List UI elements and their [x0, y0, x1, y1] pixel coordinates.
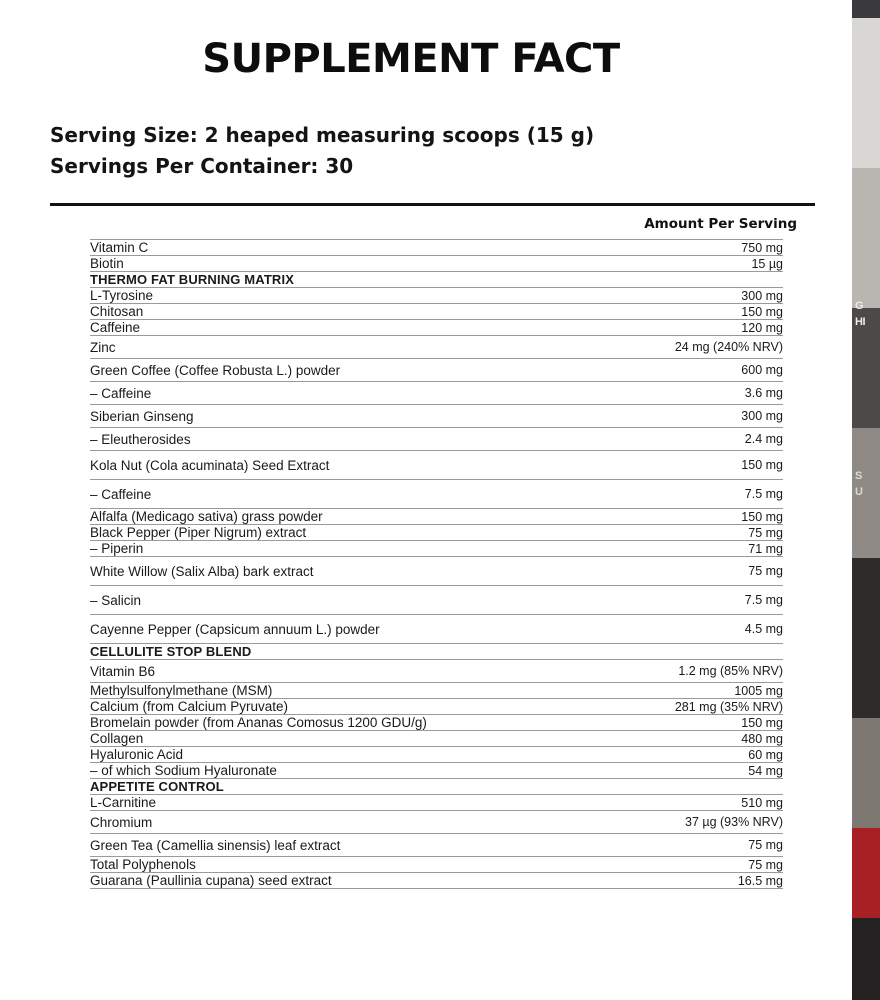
photo-text-fragment: HI — [855, 316, 865, 328]
row-name: – Salicin — [90, 586, 437, 615]
table-row — [90, 451, 783, 480]
row-amount — [437, 272, 784, 288]
table-row — [90, 586, 783, 615]
photo-band — [852, 0, 880, 18]
table-section-heading-row — [90, 779, 783, 795]
row-amount — [437, 644, 784, 660]
row-name: Caffeine — [90, 320, 437, 336]
row-amount: 54 mg — [437, 763, 784, 779]
row-name: Chitosan — [90, 304, 437, 320]
row-name: Cayenne Pepper (Capsicum annuum L.) powder — [90, 615, 437, 644]
photo-band — [852, 718, 880, 828]
table-row — [90, 525, 783, 541]
servings-per-container: Servings Per Container: 30 — [50, 154, 354, 178]
table-row — [90, 747, 783, 763]
row-amount: 60 mg — [437, 747, 784, 763]
row-name: Black Pepper (Piper Nigrum) extract — [90, 525, 437, 541]
row-name: CELLULITE STOP BLEND — [90, 644, 437, 660]
table-row — [90, 715, 783, 731]
row-amount: 75 mg — [437, 834, 784, 857]
photo-text-fragment: S — [855, 470, 862, 482]
photo-band — [852, 918, 880, 1000]
row-name: Total Polyphenols — [90, 857, 437, 873]
photo-band — [852, 828, 880, 918]
row-name: L-Carnitine — [90, 795, 437, 811]
row-name: Guarana (Paullinia cupana) seed extract — [90, 873, 437, 889]
table-row — [90, 811, 783, 834]
row-name: L-Tyrosine — [90, 288, 437, 304]
row-amount: 600 mg — [437, 359, 784, 382]
photo-band — [852, 18, 880, 168]
row-name: Calcium (from Calcium Pyruvate) — [90, 699, 437, 715]
table-row — [90, 857, 783, 873]
row-name: Kola Nut (Cola acuminata) Seed Extract — [90, 451, 437, 480]
row-amount: 16.5 mg — [437, 873, 784, 889]
table-row — [90, 763, 783, 779]
row-amount: 150 mg — [437, 509, 784, 525]
row-amount: 37 µg (93% NRV) — [437, 811, 784, 834]
row-amount: 3.6 mg — [437, 382, 784, 405]
table-row — [90, 834, 783, 857]
row-amount: 150 mg — [437, 304, 784, 320]
table-row — [90, 256, 783, 272]
row-amount: 4.5 mg — [437, 615, 784, 644]
table-row — [90, 660, 783, 683]
table-row — [90, 320, 783, 336]
row-amount: 71 mg — [437, 541, 784, 557]
row-name: Vitamin B6 — [90, 660, 437, 683]
product-photo-edge — [852, 0, 880, 1000]
row-name: Alfalfa (Medicago sativa) grass powder — [90, 509, 437, 525]
table-row — [90, 699, 783, 715]
row-name: Green Tea (Camellia sinensis) leaf extract — [90, 834, 437, 857]
row-name: White Willow (Salix Alba) bark extract — [90, 557, 437, 586]
row-name: Biotin — [90, 256, 437, 272]
row-name: Chromium — [90, 811, 437, 834]
row-amount — [437, 779, 784, 795]
table-row — [90, 557, 783, 586]
row-amount: 120 mg — [437, 320, 784, 336]
row-amount: 75 mg — [437, 557, 784, 586]
row-amount: 150 mg — [437, 715, 784, 731]
row-name: APPETITE CONTROL — [90, 779, 437, 795]
row-name: – Caffeine — [90, 382, 437, 405]
table-row — [90, 359, 783, 382]
page-title: SUPPLEMENT FACT — [202, 36, 620, 82]
row-amount: 75 mg — [437, 857, 784, 873]
row-amount: 750 mg — [437, 240, 784, 256]
table-row — [90, 873, 783, 889]
row-name: – Piperin — [90, 541, 437, 557]
row-name: Hyaluronic Acid — [90, 747, 437, 763]
row-name: Methylsulfonylmethane (MSM) — [90, 683, 437, 699]
table-row — [90, 240, 783, 256]
table-row — [90, 428, 783, 451]
photo-band — [852, 558, 880, 718]
table-row — [90, 382, 783, 405]
row-name: – of which Sodium Hyaluronate — [90, 763, 437, 779]
row-name: Siberian Ginseng — [90, 405, 437, 428]
header-divider — [50, 203, 815, 206]
table-row — [90, 304, 783, 320]
row-amount: 300 mg — [437, 405, 784, 428]
row-amount: 281 mg (35% NRV) — [437, 699, 784, 715]
row-name: Green Coffee (Coffee Robusta L.) powder — [90, 359, 437, 382]
photo-text-fragment: U — [855, 486, 863, 498]
row-amount: 1.2 mg (85% NRV) — [437, 660, 784, 683]
table-row — [90, 731, 783, 747]
row-name: Collagen — [90, 731, 437, 747]
table-row — [90, 405, 783, 428]
row-amount: 1005 mg — [437, 683, 784, 699]
row-amount: 2.4 mg — [437, 428, 784, 451]
row-amount: 150 mg — [437, 451, 784, 480]
serving-size: Serving Size: 2 heaped measuring scoops (15 g) — [50, 123, 595, 147]
table-row — [90, 541, 783, 557]
row-amount: 24 mg (240% NRV) — [437, 336, 784, 359]
table-row — [90, 480, 783, 509]
row-name: – Eleutherosides — [90, 428, 437, 451]
table-row — [90, 615, 783, 644]
row-amount: 75 mg — [437, 525, 784, 541]
table-row — [90, 288, 783, 304]
row-amount: 7.5 mg — [437, 480, 784, 509]
row-name: Bromelain powder (from Ananas Comosus 1200 GDU/g) — [90, 715, 437, 731]
amount-per-serving-header: Amount Per Serving — [644, 216, 797, 232]
row-name: Vitamin C — [90, 240, 437, 256]
table-row — [90, 509, 783, 525]
row-amount: 510 mg — [437, 795, 784, 811]
photo-text-fragment: G — [855, 300, 864, 312]
row-amount: 15 µg — [437, 256, 784, 272]
row-name: – Caffeine — [90, 480, 437, 509]
table-section-heading-row — [90, 644, 783, 660]
row-amount: 7.5 mg — [437, 586, 784, 615]
row-name: Zinc — [90, 336, 437, 359]
serving-info — [50, 120, 852, 182]
supplement-facts-table — [90, 239, 783, 889]
row-amount: 300 mg — [437, 288, 784, 304]
table-row — [90, 336, 783, 359]
table-row — [90, 795, 783, 811]
table-body — [90, 240, 783, 889]
table-section-heading-row — [90, 272, 783, 288]
row-amount: 480 mg — [437, 731, 784, 747]
photo-band — [852, 168, 880, 308]
row-name: THERMO FAT BURNING MATRIX — [90, 272, 437, 288]
table-row — [90, 683, 783, 699]
